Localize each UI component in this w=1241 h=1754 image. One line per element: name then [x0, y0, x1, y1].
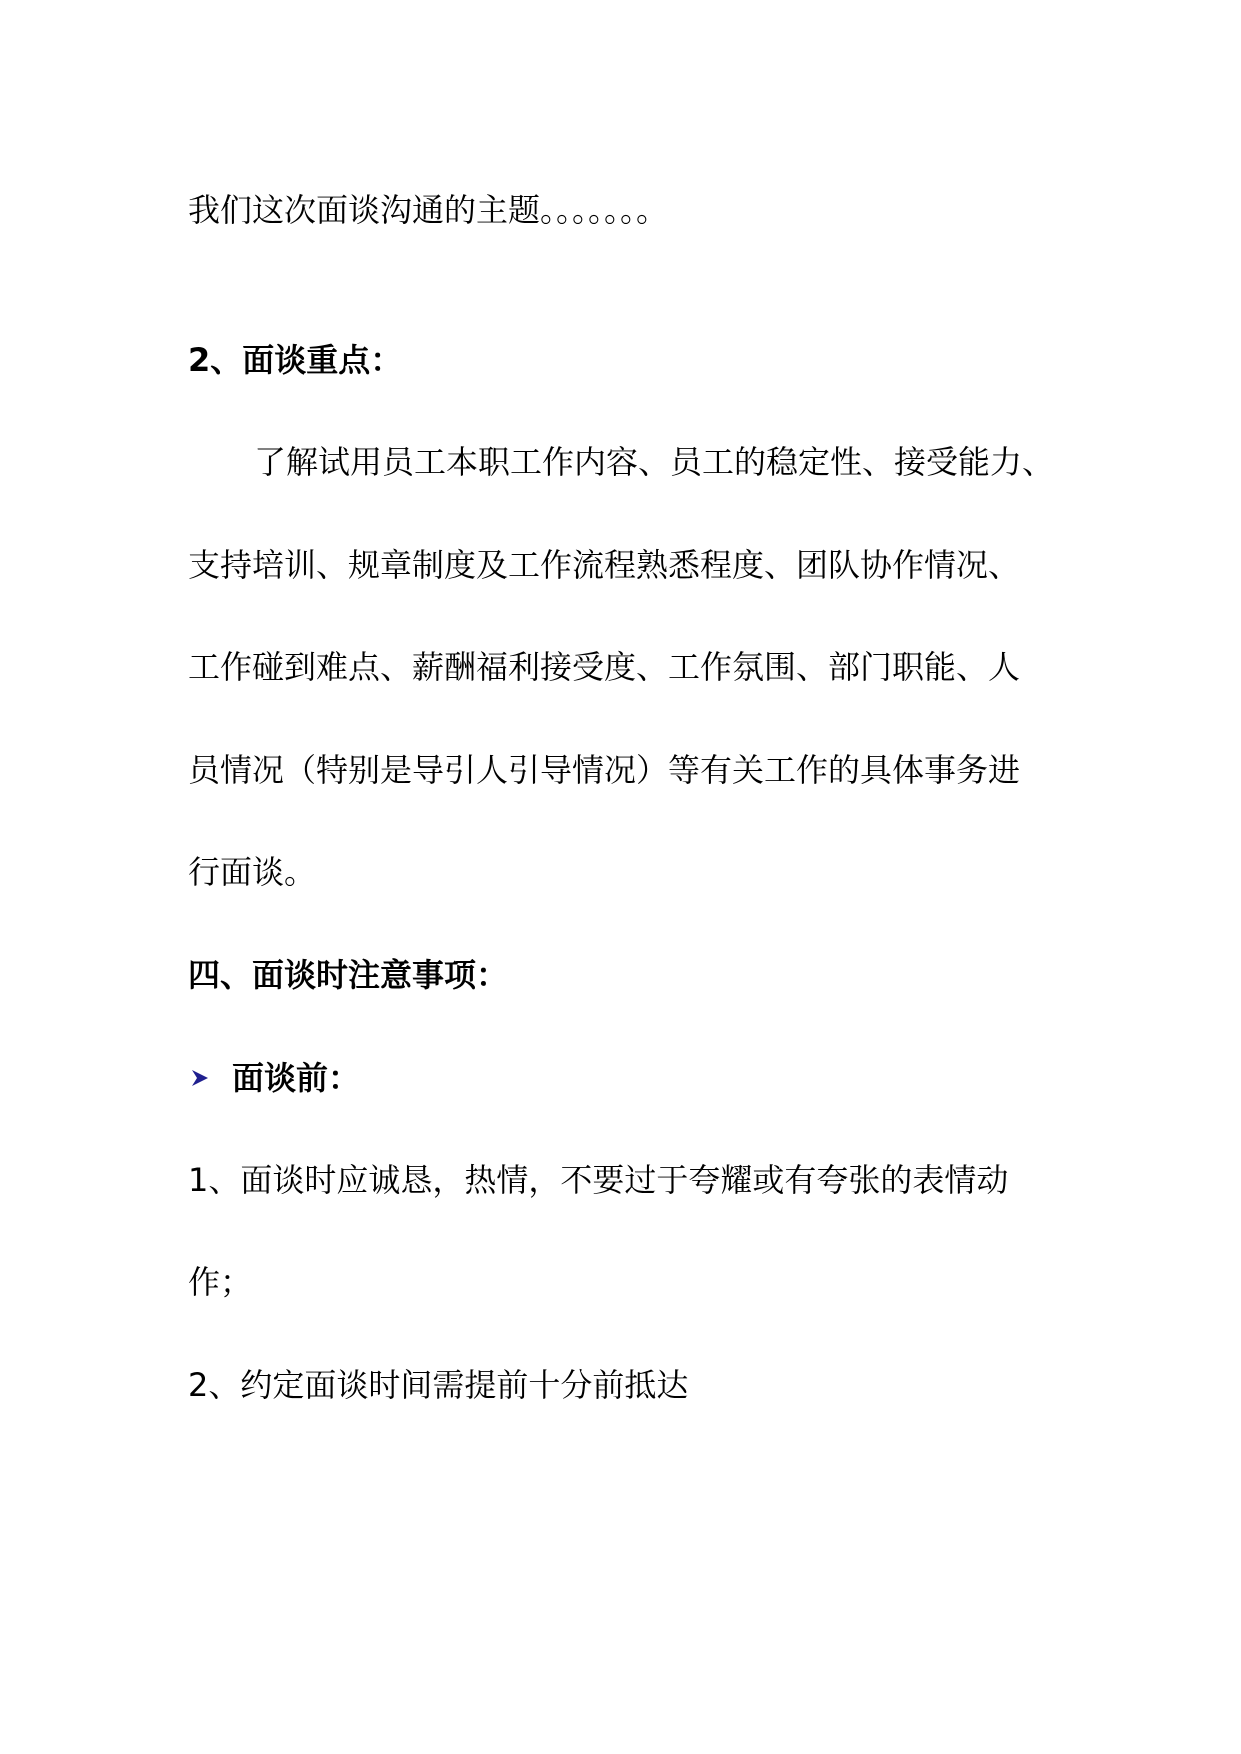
section-heading-interview-focus: 2、面谈重点：: [188, 341, 403, 379]
paragraph-line: 员情况（特别是导引人引导情况）等有关工作的具体事务进: [188, 751, 1021, 789]
bullet-item-before-interview: [188, 1058, 360, 1098]
paragraph-line: 我们这次面谈沟通的主题。。。。。。。: [188, 191, 669, 229]
paragraph-line: 2、约定面谈时间需提前十分前抵达: [188, 1366, 689, 1404]
paragraph-line: 作；: [188, 1263, 253, 1301]
section-heading-notes: 四、面谈时注意事项：: [188, 956, 509, 994]
paragraph-line: 了解试用员工本职工作内容、员工的稳定性、接受能力、: [254, 443, 1055, 481]
paragraph-line: 行面谈。: [188, 853, 317, 891]
paragraph-line: 1、面谈时应诚恳，热情，不要过于夸耀或有夸张的表情动: [188, 1161, 1009, 1199]
paragraph-line: 支持培训、规章制度及工作流程熟悉程度、团队协作情况、: [188, 546, 1021, 584]
arrowhead-bullet-icon: [188, 1058, 232, 1098]
paragraph-line: 工作碰到难点、薪酬福利接受度、工作氛围、部门职能、人: [188, 648, 1021, 686]
bullet-label: 面谈前：: [232, 1059, 361, 1097]
